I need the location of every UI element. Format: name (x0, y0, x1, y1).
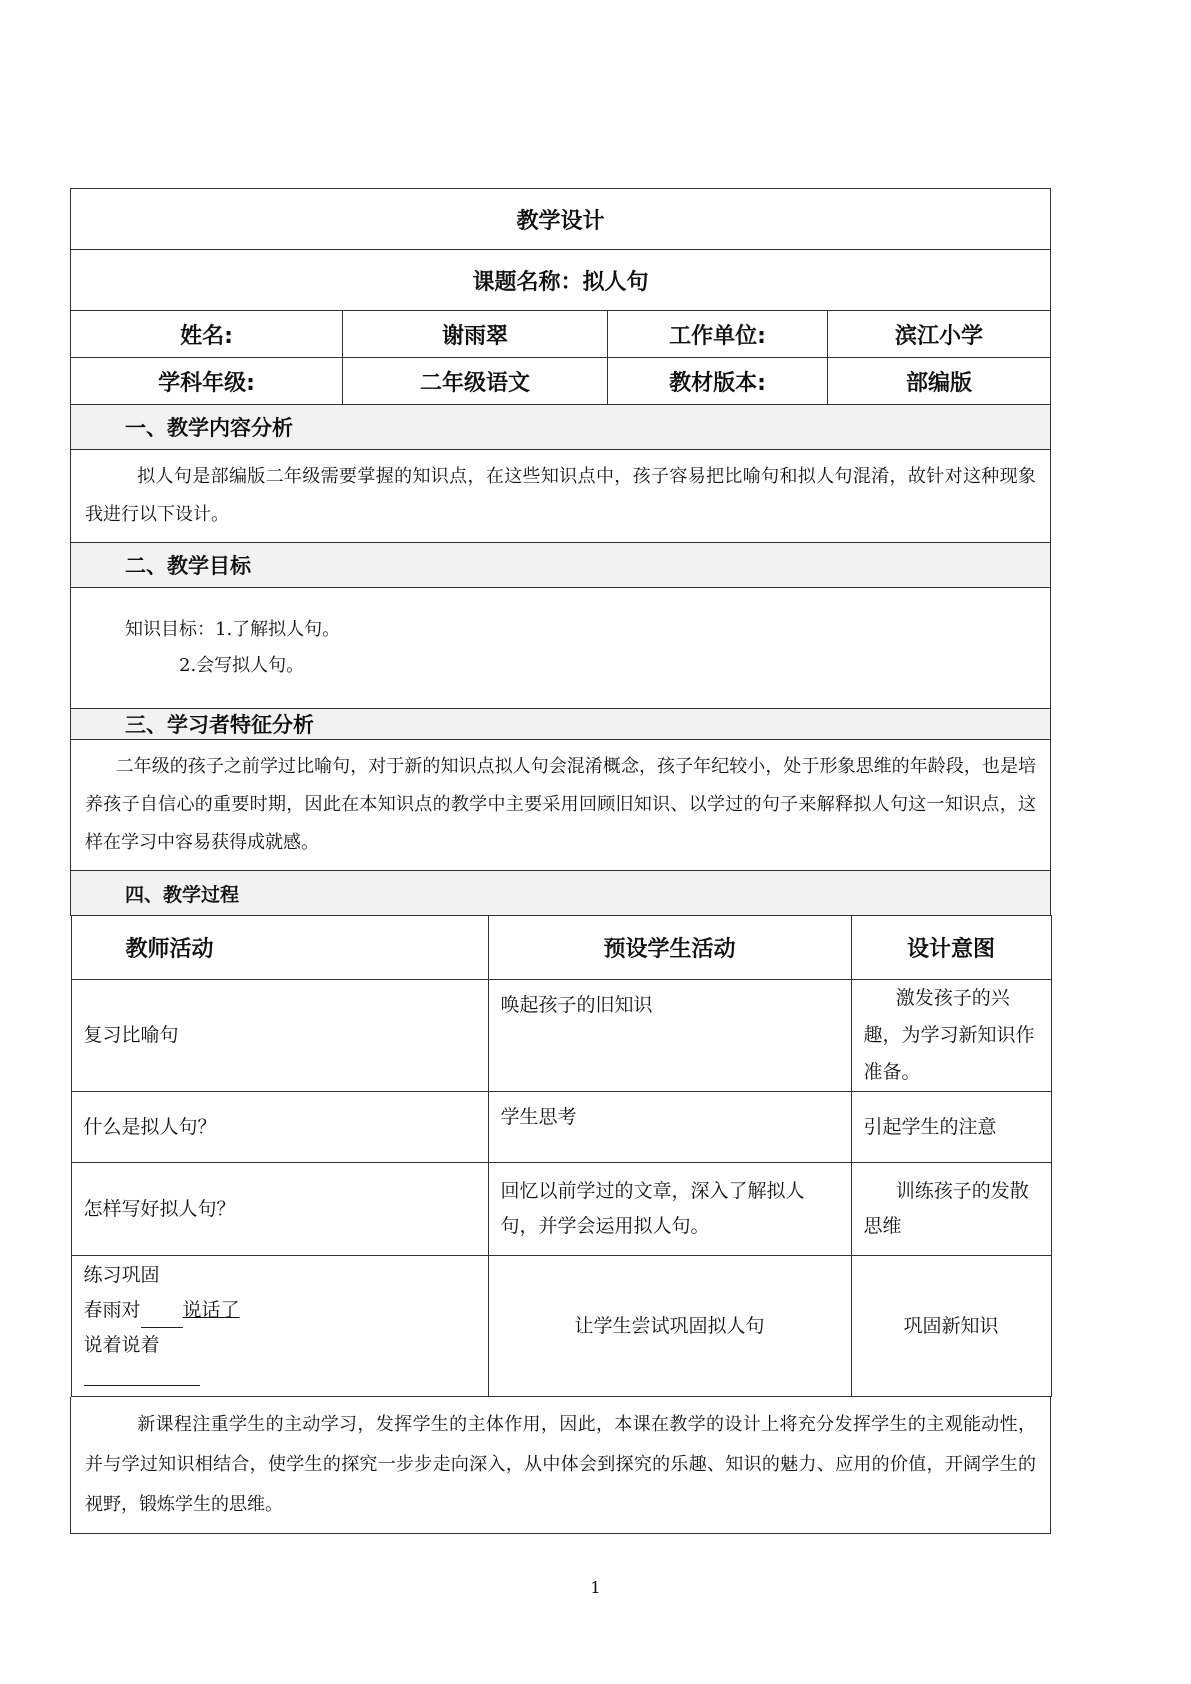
process-row-3-student: 回忆以前学过的文章，深入了解拟人句，并学会运用拟人句。 (488, 1163, 851, 1256)
unit-label: 工作单位: (608, 311, 828, 358)
goals-heading: 二、教学目标 (71, 543, 1051, 588)
process-col-student: 预设学生活动 (488, 916, 851, 980)
process-row-1-intent: 激发孩子的兴趣，为学习新知识作准备。 (851, 980, 1051, 1092)
goal-line-1: 知识目标：1.了解拟人句。 (125, 619, 341, 640)
content-analysis-text: 拟人句是部编版二年级需要掌握的知识点，在这些知识点中，孩子容易把比喻句和拟人句混淆，故针对这种现象我进行以下设计。 (71, 450, 1051, 543)
lesson-plan-sheet (70, 188, 1050, 1534)
process-container (71, 916, 1051, 1398)
process-row-1-student: 唤起孩子的旧知识 (488, 980, 851, 1092)
grade-label: 学科年级: (71, 358, 343, 405)
unit-value: 滨江小学 (828, 311, 1051, 358)
process-row-3-teacher: 怎样写好拟人句？ (71, 1163, 488, 1256)
practice-line-1: 练习巩固 (83, 1264, 160, 1286)
content-analysis-heading: 一、教学内容分析 (71, 405, 1051, 450)
practice-line-2-prefix: 春雨对 (83, 1299, 141, 1321)
goals-body (71, 588, 1051, 709)
practice-line-2-suffix: 说话了 (182, 1299, 240, 1321)
summary-text: 新课程注重学生的主动学习，发挥学生的主体作用，因此，本课在教学的设计上将充分发挥学生的主观能动性，并与学过知识相结合，使学生的探究一步步走向深入，从中体会到探究的乐趣、知识的魅力、应用的价值，开阔学生的视野，锻炼学生的思维。 (71, 1397, 1051, 1534)
practice-line-3: 说着说着 (83, 1334, 160, 1356)
grade-value: 二年级语文 (343, 358, 608, 405)
name-label: 姓名: (71, 311, 343, 358)
name-value: 谢雨翠 (343, 311, 608, 358)
fill-blank (141, 1307, 183, 1328)
process-row-1-teacher: 复习比喻句 (71, 980, 488, 1092)
practice-intent: 巩固新知识 (851, 1256, 1051, 1397)
process-col-teacher: 教师活动 (71, 916, 488, 980)
practice-teacher (71, 1256, 488, 1397)
document-title: 教学设计 (71, 189, 1051, 250)
process-row-3-intent: 训练孩子的发散思维 (851, 1163, 1051, 1256)
practice-line-2 (84, 1293, 476, 1328)
practice-student: 让学生尝试巩固拟人句 (488, 1256, 851, 1397)
process-table (71, 915, 1052, 1397)
goal-line-2: 2.会写拟人句。 (179, 655, 305, 676)
topic-title: 课题名称：拟人句 (71, 250, 1051, 311)
process-row-2-teacher: 什么是拟人句？ (71, 1092, 488, 1163)
learner-analysis-text: 二年级的孩子之前学过比喻句，对于新的知识点拟人句会混淆概念，孩子年纪较小，处于形象思维的年龄段，也是培养孩子自信心的重要时期，因此在本知识点的教学中主要采用回顾旧知识、以学过的句子来解释拟人句这一知识点，这样在学习中容易获得成就感。 (71, 740, 1051, 871)
learner-analysis-heading: 三、学习者特征分析 (71, 709, 1051, 740)
lesson-plan-table (70, 188, 1051, 1534)
edition-value: 部编版 (828, 358, 1051, 405)
process-col-intent: 设计意图 (851, 916, 1051, 980)
process-heading: 四、教学过程 (71, 871, 1051, 916)
edition-label: 教材版本: (608, 358, 828, 405)
process-row-2-intent: 引起学生的注意 (851, 1092, 1051, 1163)
answer-line (84, 1363, 200, 1386)
process-row-2-student: 学生思考 (488, 1092, 851, 1163)
page-number: 1 (590, 1578, 601, 1597)
